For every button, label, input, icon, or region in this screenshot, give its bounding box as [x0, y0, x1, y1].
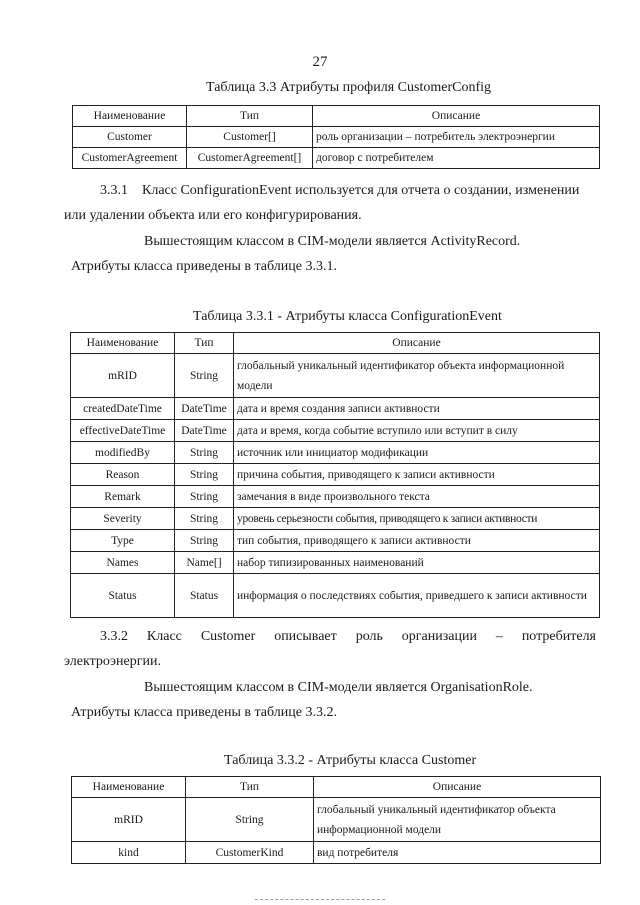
table2-header-desc: Описание — [234, 333, 600, 354]
table1-caption: Таблица 3.3 Атрибуты профиля CustomerConfig — [206, 80, 491, 95]
table-cell-desc: тип события, приводящего к записи активности — [234, 530, 600, 552]
table1-header-type: Тип — [187, 106, 313, 127]
table-row — [73, 127, 600, 148]
table2-header-row — [71, 333, 600, 354]
table3-header-desc: Описание — [314, 777, 601, 798]
table-cell-name: Remark — [71, 486, 175, 508]
table-cell-desc: вид потребителя — [314, 842, 601, 864]
table-row — [71, 530, 600, 552]
para2-line1 — [100, 629, 596, 645]
para1-line2: или удалении объекта или его конфигурирования. — [64, 208, 362, 223]
table-cell-type: String — [186, 798, 314, 842]
table-cell-desc: уровень серьезности события, приводящего к записи активности — [234, 508, 600, 530]
para2-word: Customer — [200, 629, 256, 644]
table3-header-row — [72, 777, 601, 798]
table-cell-type: CustomerKind — [186, 842, 314, 864]
para2-word: организации — [401, 629, 477, 644]
table-cell-name: kind — [72, 842, 186, 864]
para2-word: роль — [355, 629, 383, 644]
table-cell-type: String — [175, 530, 234, 552]
table-cell-desc: дата и время, когда событие вступило или вступит в силу — [234, 420, 600, 442]
para1-number: 3.3.1 — [100, 183, 128, 198]
table3-caption: Таблица 3.3.2 - Атрибуты класса Customer — [224, 753, 477, 768]
table-cell-desc: роль организации – потребитель электроэнергии — [313, 127, 600, 148]
table-row — [71, 552, 600, 574]
table-cell-desc: информация о последствиях события, приведшего к записи активности — [234, 574, 600, 618]
table-row — [72, 842, 601, 864]
table3-header-name: Наименование — [72, 777, 186, 798]
table-cell-desc: источник или инициатор модификации — [234, 442, 600, 464]
table-cell-name: Status — [71, 574, 175, 618]
table-row — [72, 798, 601, 842]
table2-header-name: Наименование — [71, 333, 175, 354]
table2 — [70, 332, 600, 618]
table-cell-name: Customer — [73, 127, 187, 148]
page-bottom-divider — [255, 899, 385, 900]
table-cell-name: Severity — [71, 508, 175, 530]
table1-header-desc: Описание — [313, 106, 600, 127]
para2-word: Класс — [146, 629, 182, 644]
table-row — [71, 354, 600, 398]
table-cell-desc: глобальный уникальный идентификатор объекта информационной модели — [234, 354, 600, 398]
table1 — [72, 105, 600, 169]
table-cell-desc: договор с потребителем — [313, 148, 600, 169]
para2-word: потребителя — [521, 629, 596, 644]
para2-parent: Вышестоящим классом в CIM-модели является OrganisationRole. — [144, 680, 533, 695]
table-cell-type: Customer[] — [187, 127, 313, 148]
table-cell-name: modifiedBy — [71, 442, 175, 464]
table-cell-desc: глобальный уникальный идентификатор объекта информационной модели — [314, 798, 601, 842]
table-cell-type: String — [175, 442, 234, 464]
table3-header-type: Тип — [186, 777, 314, 798]
table-cell-desc: дата и время создания записи активности — [234, 398, 600, 420]
table-cell-name: createdDateTime — [71, 398, 175, 420]
table2-header-type: Тип — [175, 333, 234, 354]
table-cell-type: DateTime — [175, 398, 234, 420]
table-row — [73, 148, 600, 169]
para1-attrs: Атрибуты класса приведены в таблице 3.3.1. — [71, 259, 337, 274]
table-cell-name: Reason — [71, 464, 175, 486]
para1-text: Класс ConfigurationEvent используется для отчета о создании, изменении — [142, 183, 580, 198]
table-row — [71, 508, 600, 530]
para2-line2: электроэнергии. — [64, 654, 161, 669]
table-cell-type: String — [175, 508, 234, 530]
table-cell-name: mRID — [71, 354, 175, 398]
table-cell-type: Name[] — [175, 552, 234, 574]
para2-attrs: Атрибуты класса приведены в таблице 3.3.2. — [71, 705, 337, 720]
table1-header-row — [73, 106, 600, 127]
para1-parent: Вышестоящим классом в CIM-модели является ActivityRecord. — [144, 234, 521, 249]
table-row — [71, 486, 600, 508]
para2-word: – — [495, 629, 503, 644]
table-cell-name: CustomerAgreement — [73, 148, 187, 169]
table-row — [71, 420, 600, 442]
table-cell-type: String — [175, 464, 234, 486]
table-row — [71, 398, 600, 420]
table-cell-type: Status — [175, 574, 234, 618]
table-cell-type: String — [175, 486, 234, 508]
table-cell-name: mRID — [72, 798, 186, 842]
table-cell-desc: причина события, приводящего к записи активности — [234, 464, 600, 486]
para2-word: описывает — [274, 629, 337, 644]
table-cell-name: effectiveDateTime — [71, 420, 175, 442]
table-cell-desc: замечания в виде произвольного текста — [234, 486, 600, 508]
table-row — [71, 574, 600, 618]
table3 — [71, 776, 601, 864]
table-row — [71, 464, 600, 486]
table-cell-type: CustomerAgreement[] — [187, 148, 313, 169]
para1-line1 — [100, 183, 599, 199]
table1-header-name: Наименование — [73, 106, 187, 127]
table-cell-name: Type — [71, 530, 175, 552]
table-cell-type: String — [175, 354, 234, 398]
table-cell-type: DateTime — [175, 420, 234, 442]
table-row — [71, 442, 600, 464]
table-cell-name: Names — [71, 552, 175, 574]
para2-number: 3.3.2 — [100, 629, 128, 644]
table-cell-desc: набор типизированных наименований — [234, 552, 600, 574]
table2-caption: Таблица 3.3.1 - Атрибуты класса ConfigurationEvent — [193, 309, 502, 324]
page-number: 27 — [312, 54, 328, 70]
